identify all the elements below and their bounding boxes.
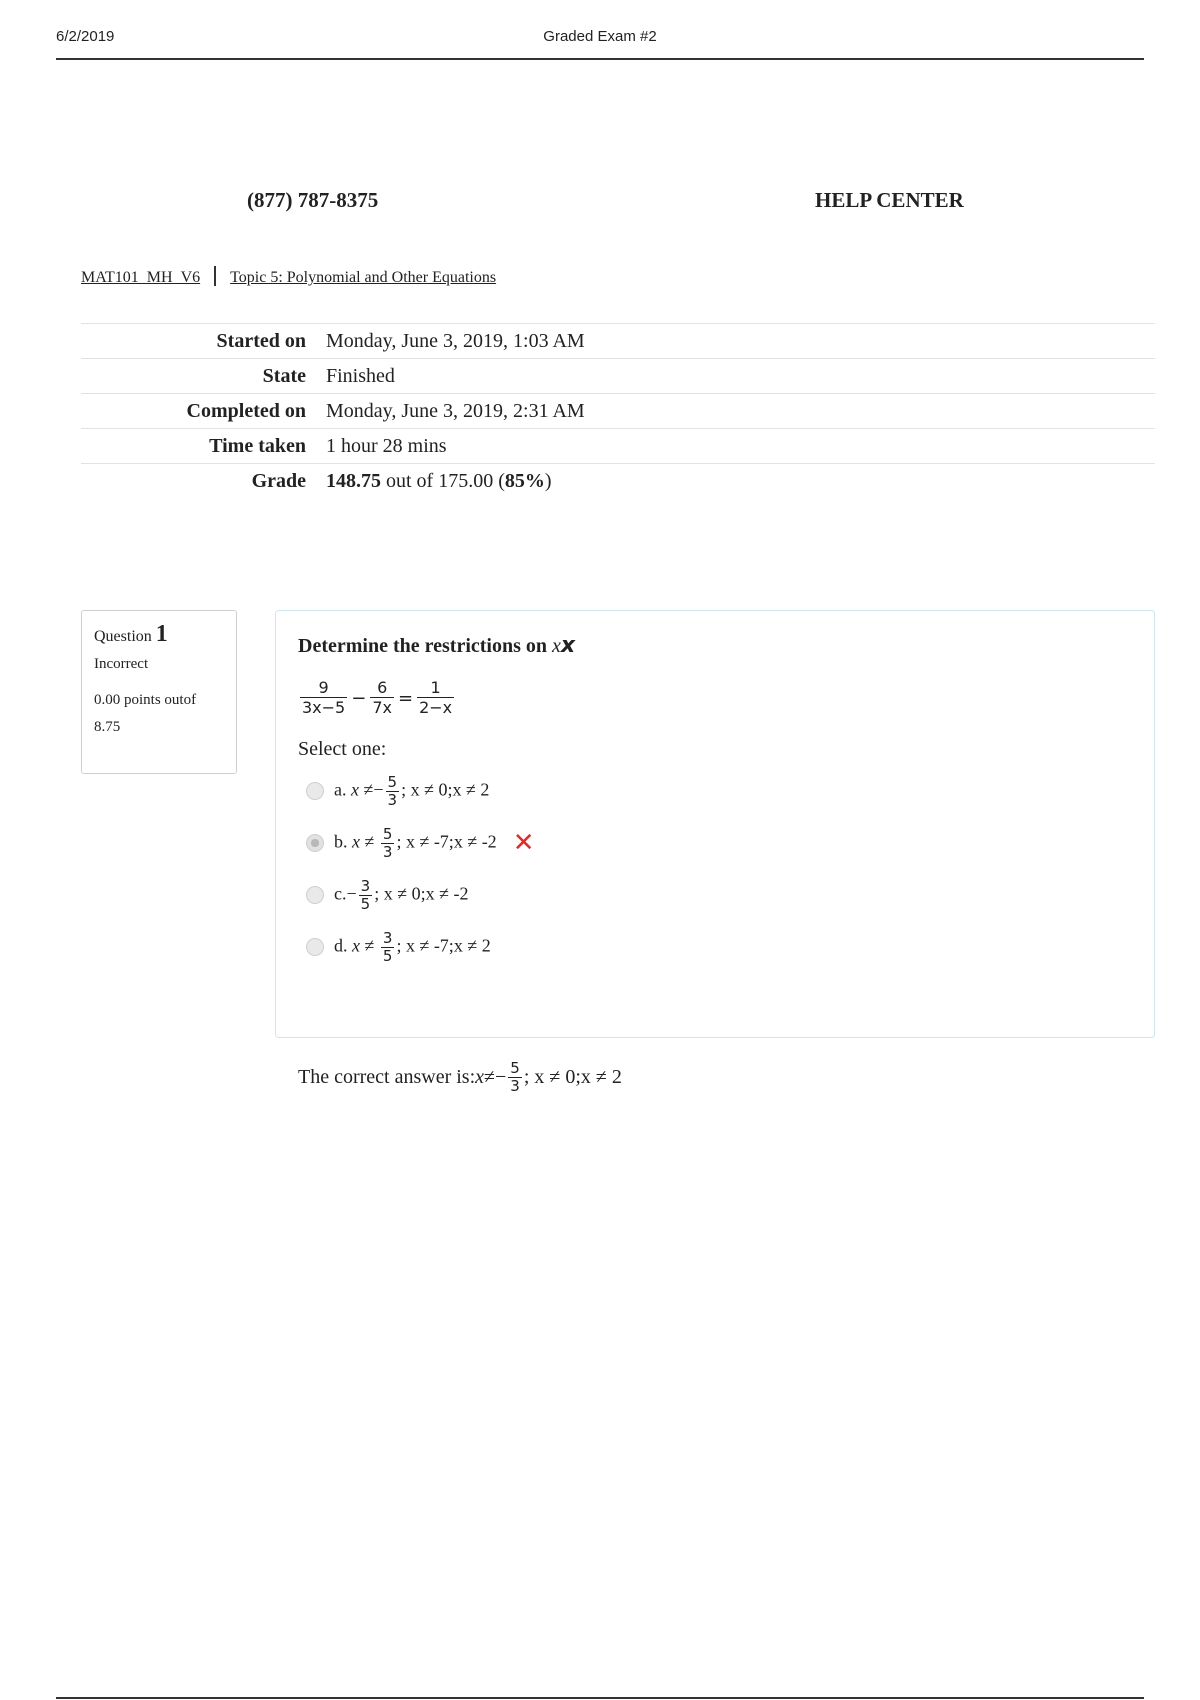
answer-fraction xyxy=(381,930,395,965)
summary-row-started xyxy=(81,324,1155,359)
correct-answer-feedback xyxy=(298,1060,622,1095)
question-state: Incorrect xyxy=(94,656,149,672)
answer-neq: ≠ xyxy=(360,935,379,956)
answer-option-b[interactable] xyxy=(298,817,1132,869)
answer-fraction xyxy=(386,774,400,809)
answer-minus: − xyxy=(373,779,384,800)
summary-value: 1 hour 28 mins xyxy=(326,434,447,457)
fraction-denominator: 5 xyxy=(382,946,393,965)
correct-answer-label: The correct answer is: xyxy=(298,1066,476,1088)
answer-minus: − xyxy=(346,883,357,904)
fraction-denominator: 7x xyxy=(372,698,392,717)
answer-label xyxy=(334,930,491,965)
answer-option-d[interactable] xyxy=(298,921,1132,973)
answer-prefix: b. xyxy=(334,831,348,852)
fraction-numerator: 1 xyxy=(417,678,454,698)
answer-variable: x xyxy=(475,1066,485,1088)
equation-operator: = xyxy=(397,687,414,709)
equation-operator: − xyxy=(351,687,367,709)
summary-value: Finished xyxy=(326,364,395,387)
summary-label: Completed on xyxy=(186,399,306,422)
question-text xyxy=(298,633,1132,658)
attempt-summary-table xyxy=(81,323,1155,498)
fraction-denominator: 5 xyxy=(360,894,371,913)
answer-fraction xyxy=(508,1060,522,1095)
select-one-prompt: Select one: xyxy=(298,738,387,760)
summary-value: Monday, June 3, 2019, 2:31 AM xyxy=(326,399,585,422)
answer-variable: x xyxy=(352,935,360,956)
question-text-label: Determine the restrictions on xyxy=(298,635,553,657)
answer-prefix: d. xyxy=(334,935,348,956)
fraction-denominator: 3 xyxy=(382,842,393,861)
answer-radio[interactable] xyxy=(306,782,324,800)
footer-divider xyxy=(56,1697,1144,1699)
summary-label: Started on xyxy=(216,329,306,352)
answer-fraction xyxy=(359,878,373,913)
answer-fraction xyxy=(381,826,395,861)
summary-label: Grade xyxy=(251,469,306,492)
summary-label: Time taken xyxy=(209,434,306,457)
breadcrumb-topic-link[interactable]: Topic 5: Polynomial and Other Equations xyxy=(230,269,497,286)
answer-minus: − xyxy=(495,1066,507,1088)
question-mark: 0.00 points outof xyxy=(94,692,197,708)
answer-label xyxy=(334,878,468,913)
question-variable: x xyxy=(552,635,561,657)
fraction-numerator: 6 xyxy=(370,678,394,698)
answer-neq: ≠ xyxy=(484,1066,496,1088)
answer-label xyxy=(334,774,489,809)
question-content-box xyxy=(275,610,1155,1038)
fraction-numerator: 3 xyxy=(360,876,371,895)
question-variable-math: x xyxy=(560,633,576,658)
grade-points: 148.75 xyxy=(326,469,381,492)
answer-radio-selected[interactable] xyxy=(306,834,324,852)
answer-option-c[interactable] xyxy=(298,869,1132,921)
answer-variable: x xyxy=(352,831,360,852)
fraction-numerator: 3 xyxy=(382,928,393,947)
grade-out-of: out of 175.00 ( xyxy=(381,469,505,492)
summary-value xyxy=(326,464,1155,499)
grade-close: ) xyxy=(544,469,552,492)
fraction-denominator: 3 xyxy=(510,1077,520,1095)
fraction-denominator: 3 xyxy=(387,790,398,809)
print-header xyxy=(56,22,1144,60)
question-grade xyxy=(94,687,224,741)
answer-prefix: c. xyxy=(334,883,347,904)
equation-fraction xyxy=(300,678,347,718)
answer-radio[interactable] xyxy=(306,938,324,956)
answer-rest: ; x ≠ 0;x ≠ 2 xyxy=(401,779,490,800)
incorrect-icon: ✕ xyxy=(512,828,535,858)
question-info-box xyxy=(81,610,237,774)
fraction-denominator: 2−x xyxy=(419,698,453,717)
summary-row-completed xyxy=(81,394,1155,429)
answer-neq: ≠ xyxy=(359,779,374,800)
answer-prefix: a. xyxy=(334,779,347,800)
fraction-numerator: 5 xyxy=(382,824,393,843)
answer-label xyxy=(334,826,497,861)
equation-fraction xyxy=(417,678,454,718)
question-number xyxy=(94,621,224,648)
summary-label: State xyxy=(262,364,306,387)
question-number-value: 1 xyxy=(155,621,168,647)
summary-row-grade xyxy=(81,464,1155,499)
question-mark-max: 8.75 xyxy=(94,719,121,735)
breadcrumb xyxy=(81,266,496,287)
summary-row-time xyxy=(81,429,1155,464)
answer-rest: ; x ≠ -7;x ≠ 2 xyxy=(396,935,491,956)
breadcrumb-separator xyxy=(214,266,216,286)
answer-variable: x xyxy=(351,779,359,800)
grade-percent: 85% xyxy=(504,469,545,492)
answer-rest: ; x ≠ -7;x ≠ -2 xyxy=(396,831,497,852)
answer-rest: ; x ≠ 0;x ≠ 2 xyxy=(523,1066,622,1088)
answer-radio[interactable] xyxy=(306,886,324,904)
answer-neq: ≠ xyxy=(360,831,379,852)
fraction-denominator: 3x−5 xyxy=(302,698,346,717)
summary-value: Monday, June 3, 2019, 1:03 AM xyxy=(326,329,585,352)
fraction-numerator: 9 xyxy=(300,678,347,698)
answer-options xyxy=(298,765,1132,973)
equation-fraction xyxy=(370,678,394,718)
help-center-link[interactable]: HELP CENTER xyxy=(815,188,964,212)
answer-rest: ; x ≠ 0;x ≠ -2 xyxy=(374,883,469,904)
answer-option-a[interactable] xyxy=(298,765,1132,817)
question-label: Question xyxy=(94,628,152,645)
breadcrumb-course-link[interactable]: MAT101_MH_V6 xyxy=(81,269,201,286)
fraction-numerator: 5 xyxy=(510,1059,520,1077)
print-date: 6/2/2019 xyxy=(56,28,115,45)
print-title: Graded Exam #2 xyxy=(543,28,657,45)
phone-number: (877) 787-8375 xyxy=(247,188,379,212)
summary-row-state xyxy=(81,359,1155,394)
question-equation xyxy=(298,678,1132,718)
fraction-numerator: 5 xyxy=(387,772,398,791)
